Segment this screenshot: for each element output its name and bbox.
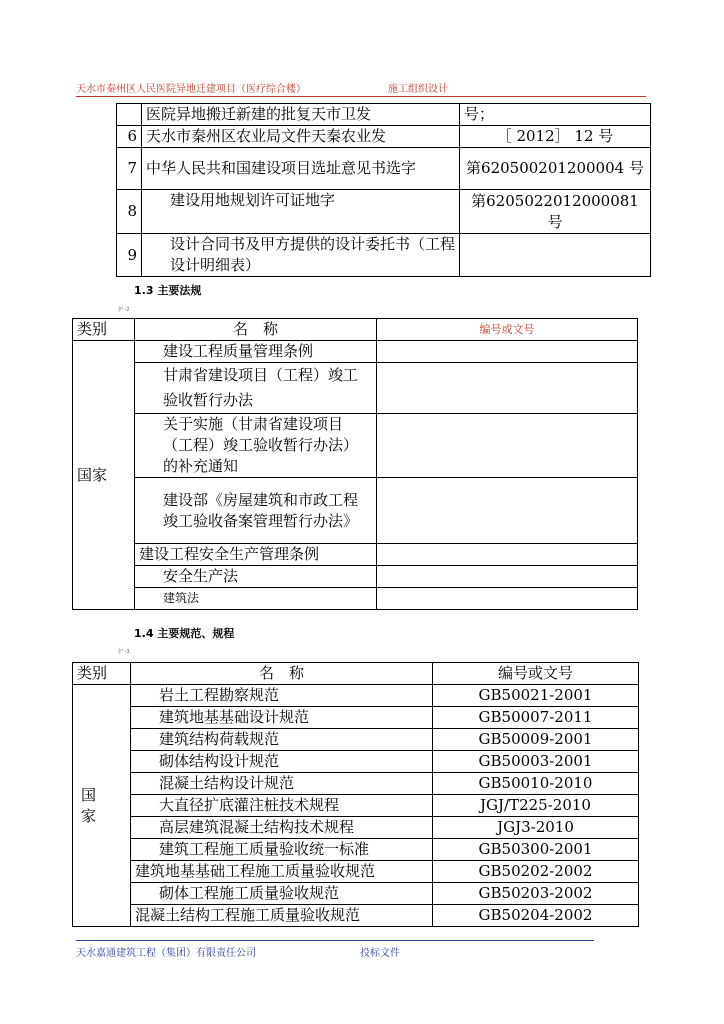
table-row	[73, 817, 639, 839]
table-row	[73, 751, 639, 773]
standard-name: 岩土工程勘察规范	[131, 685, 433, 707]
regulation-name: 建设工程质量管理条例	[135, 341, 377, 363]
table-row	[73, 685, 639, 707]
standard-code: GB50003-2001	[433, 751, 639, 773]
document-name: 天水市秦州区农业局文件天秦农业发	[142, 126, 460, 148]
regulation-code	[377, 588, 638, 610]
standard-code: GB50007-2011	[433, 707, 639, 729]
header-name: 名 称	[135, 319, 377, 341]
table-row	[73, 566, 638, 588]
standard-name: 混凝土结构工程施工质量验收规范	[131, 905, 433, 927]
footer-company: 天水嘉通建筑工程（集团）有限责任公司	[76, 948, 256, 959]
standard-name: 建筑结构荷载规范	[131, 729, 433, 751]
row-number	[117, 104, 142, 126]
header-code: 编号或文号	[433, 663, 639, 685]
regulation-name: 安全生产法	[135, 566, 377, 588]
approval-documents-table	[116, 103, 651, 277]
section-note: 护 -3	[118, 649, 130, 655]
table-row	[73, 773, 639, 795]
document-name: 医院异地搬迁新建的批复天市卫发	[142, 104, 460, 126]
table-row	[73, 478, 638, 544]
section-title-regulations: 1.3 主要法规	[134, 284, 202, 297]
row-number: 9	[117, 234, 142, 277]
category-cell: 国家	[73, 341, 135, 610]
footer-doc-type: 投标文件	[360, 948, 400, 959]
standard-name: 混凝土结构设计规范	[131, 773, 433, 795]
standard-code: GB50203-2002	[433, 883, 639, 905]
regulation-code	[377, 544, 638, 566]
regulation-code	[377, 363, 638, 414]
table-row	[73, 905, 639, 927]
regulation-name: 建设部《房屋建筑和市政工程竣工验收备案管理暂行办法》	[135, 478, 377, 544]
table-row	[73, 588, 638, 610]
regulation-name: 甘肃省建设项目（工程）竣工验收暂行办法	[135, 363, 377, 414]
table-header-row	[73, 319, 638, 341]
document-code: 第620500201200004 号	[460, 148, 651, 190]
category-cell: 国 家	[73, 685, 131, 927]
standard-name: 建筑地基基础工程施工质量验收规范	[131, 861, 433, 883]
table-row	[73, 795, 639, 817]
regulation-code	[377, 341, 638, 363]
table-header-row	[73, 663, 639, 685]
header-name: 名 称	[131, 663, 433, 685]
table-row	[73, 414, 638, 478]
regulation-code	[377, 566, 638, 588]
regulation-code	[377, 414, 638, 478]
standard-code: GB50021-2001	[433, 685, 639, 707]
header-project-title: 天水市秦州区人民医院异地迁建项目（医疗综合楼）	[76, 84, 306, 95]
regulation-name: 建筑法	[135, 588, 377, 610]
regulation-name: 建设工程安全生产管理条例	[135, 544, 377, 566]
section-title-standards: 1.4 主要规范、规程	[134, 627, 235, 640]
header-doc-type: 施工组织设计	[388, 84, 448, 95]
standard-code: GB50009-2001	[433, 729, 639, 751]
header-category: 类别	[73, 319, 135, 341]
table-row	[117, 126, 651, 148]
document-name: 建设用地规划许可证地字	[142, 190, 460, 234]
regulation-name: 关于实施（甘肃省建设项目（工程）竣工验收暂行办法）的补充通知	[135, 414, 377, 478]
standard-code: GB50202-2002	[433, 861, 639, 883]
standards-table	[72, 662, 639, 927]
table-row	[73, 729, 639, 751]
table-row	[117, 148, 651, 190]
regulations-table	[72, 318, 638, 610]
document-name: 中华人民共和国建设项目选址意见书选字	[142, 148, 460, 190]
table-row	[73, 861, 639, 883]
table-row	[117, 104, 651, 126]
table-row	[73, 341, 638, 363]
document-code: 第6205022012000081 号	[460, 190, 651, 234]
standard-name: 砌体结构设计规范	[131, 751, 433, 773]
table-row	[73, 883, 639, 905]
standard-code: GB50300-2001	[433, 839, 639, 861]
table-row	[73, 707, 639, 729]
row-number: 7	[117, 148, 142, 190]
document-code	[460, 234, 651, 277]
standard-name: 建筑工程施工质量验收统一标准	[131, 839, 433, 861]
table-row	[117, 190, 651, 234]
standard-code: GB50204-2002	[433, 905, 639, 927]
header-rule	[76, 96, 646, 97]
section-note: 护 -2	[118, 307, 130, 313]
table-row	[73, 839, 639, 861]
document-name: 设计合同书及甲方提供的设计委托书（工程设计明细表）	[142, 234, 460, 277]
row-number: 8	[117, 190, 142, 234]
standard-name: 大直径扩底灌注桩技术规程	[131, 795, 433, 817]
header-category: 类别	[73, 663, 131, 685]
standard-code: JGJ3-2010	[433, 817, 639, 839]
standard-name: 砌体工程施工质量验收规范	[131, 883, 433, 905]
regulation-code	[377, 478, 638, 544]
document-code: ［ 2012］ 12 号	[460, 126, 651, 148]
header-code: 编号或文号	[377, 319, 638, 341]
standard-name: 高层建筑混凝土结构技术规程	[131, 817, 433, 839]
standard-code: JGJ/T225-2010	[433, 795, 639, 817]
document-code: 号；	[460, 104, 651, 126]
standard-code: GB50010-2010	[433, 773, 639, 795]
table-row	[73, 544, 638, 566]
row-number: 6	[117, 126, 142, 148]
table-row	[73, 363, 638, 414]
footer-rule	[76, 940, 594, 941]
table-row	[117, 234, 651, 277]
standard-name: 建筑地基基础设计规范	[131, 707, 433, 729]
